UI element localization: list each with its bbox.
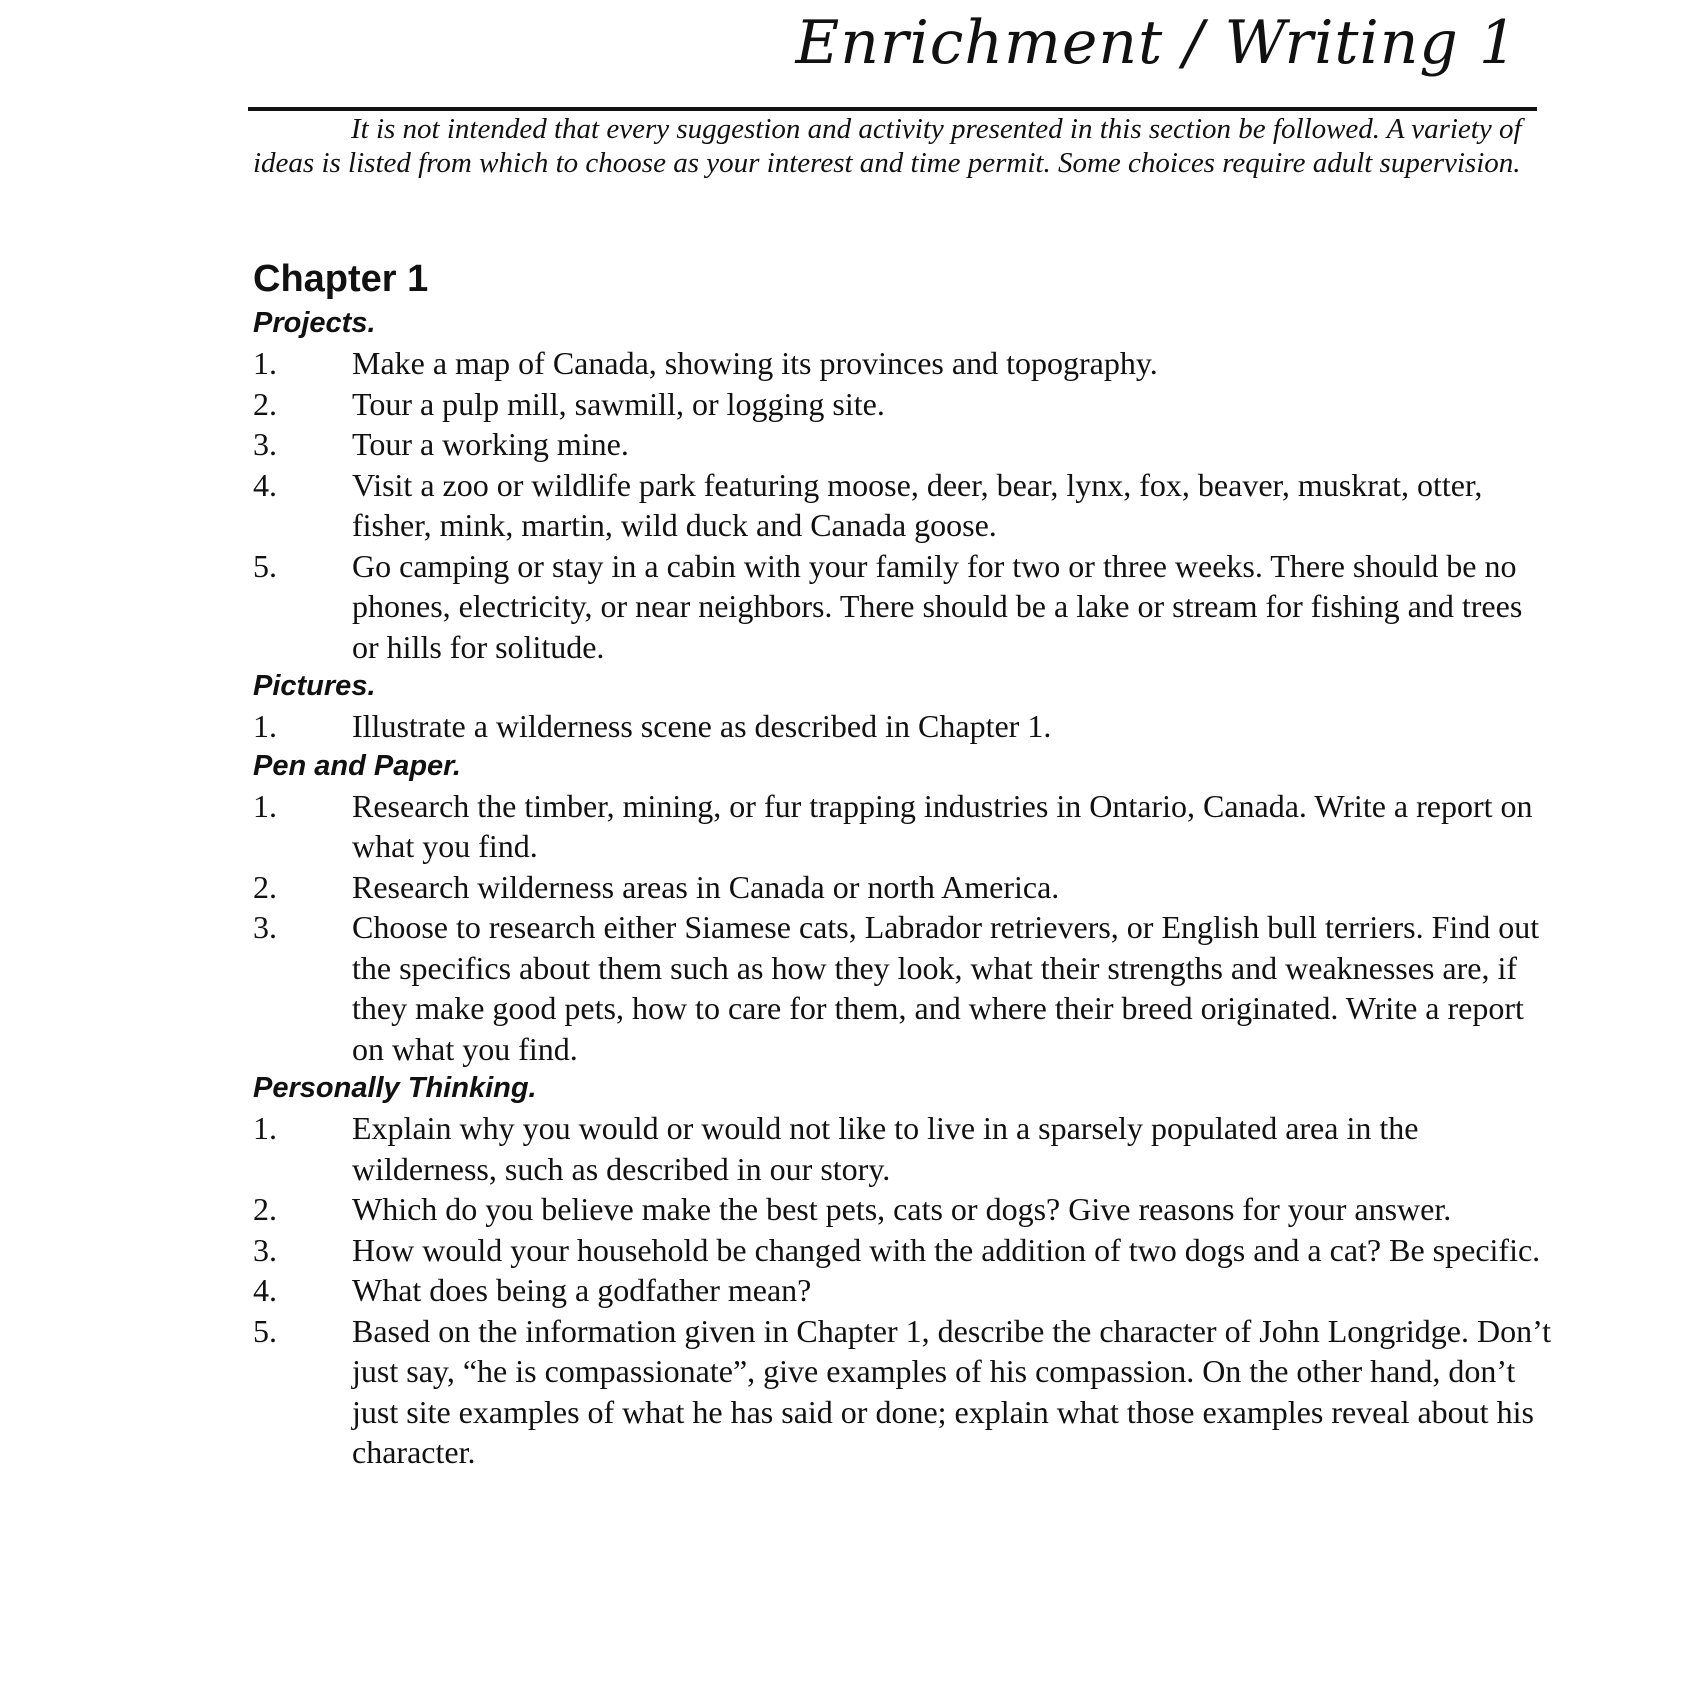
list-item [253,384,1553,425]
list-item [253,343,1553,384]
list-item [253,1230,1553,1271]
item-text: Make a map of Canada, showing its provinces and topography. [352,345,1158,381]
list-item [253,706,1553,747]
list-item [253,424,1553,465]
item-number: 1. [253,708,277,744]
item-text: Explain why you would or would not like to live in a sparsely populated area in the wilderness, such as described in our story. [352,1110,1419,1187]
item-text: Go camping or stay in a cabin with your family for two or three weeks. There should be no phones, electricity, or near neighbors. There should be a lake or stream for fishing and trees or hills for solitude. [352,547,1523,665]
item-text: What does being a godfather mean? [352,1272,812,1308]
item-text: Based on the information given in Chapter 1, describe the character of John Longridge. Don’t just say, “he is compassionate”, give examples of his compassion. On the other hand, don’t just site examples of what he has said or done; explain what those examples reveal about his character. [352,1312,1552,1470]
item-number: 2. [253,385,277,422]
page-header-title: Enrichment / Writing 1 [795,8,1518,78]
item-number: 5. [253,547,277,584]
section-personally-thinking [253,1069,1553,1473]
item-number: 4. [253,466,277,503]
intro-note: It is not intended that every suggestion and activity presented in this section be followed. A variety of ideas is listed from which to choose as your interest and time permit. Some choices require adult supervision. [253,113,1522,179]
item-text: Tour a pulp mill, sawmill, or logging site. [352,385,885,422]
section-heading: Pen and Paper. [253,749,461,782]
section-pen-and-paper [253,747,1553,1070]
item-text: Which do you believe make the best pets, cats or dogs? Give reasons for your answer. [352,1191,1452,1227]
section-pictures [253,667,1553,747]
item-text: Research the timber, mining, or fur trapping industries in Ontario, Canada. Write a report on what you find. [352,787,1533,864]
item-number: 4. [253,1272,277,1308]
header-divider [248,107,1537,111]
item-number: 1. [253,787,277,824]
item-number: 1. [253,1110,277,1146]
list-item [253,1270,1553,1311]
section-heading: Pictures. [253,670,376,702]
item-number: 5. [253,1312,277,1349]
list-item [253,465,1553,546]
item-number: 1. [253,345,277,381]
section-projects [253,304,1553,667]
item-text: How would your household be changed with the addition of two dogs and a cat? Be specific. [352,1231,1541,1268]
list-item [253,1311,1553,1473]
chapter-title: Chapter 1 [253,258,429,300]
item-text: Research wilderness areas in Canada or north America. [352,868,1060,905]
list-item [253,1108,1553,1189]
item-number: 2. [253,1191,277,1227]
item-number: 2. [253,868,277,905]
item-text: Illustrate a wilderness scene as described in Chapter 1. [352,708,1052,744]
item-text: Choose to research either Siamese cats, Labrador retrievers, or English bull terriers. Find out the specifics about them such as how they look, what their strengths and weaknesses are, if they make good pets, how to care for them, and where their breed originated. Write a report on what you find. [352,909,1540,1067]
chapter-content [253,254,1553,1473]
item-text: Visit a zoo or wildlife park featuring moose, deer, bear, lynx, fox, beaver, muskrat, otter, fisher, mink, martin, wild duck and Canada goose. [352,466,1483,543]
section-heading: Personally Thinking. [253,1072,537,1104]
list-item [253,546,1553,668]
item-number: 3. [253,426,277,462]
item-number: 3. [253,909,277,945]
list-item [253,867,1553,908]
list-item [253,786,1553,867]
section-heading: Projects. [253,307,376,339]
list-item [253,907,1553,1069]
item-text: Tour a working mine. [352,426,629,462]
item-number: 3. [253,1231,277,1268]
list-item [253,1189,1553,1230]
